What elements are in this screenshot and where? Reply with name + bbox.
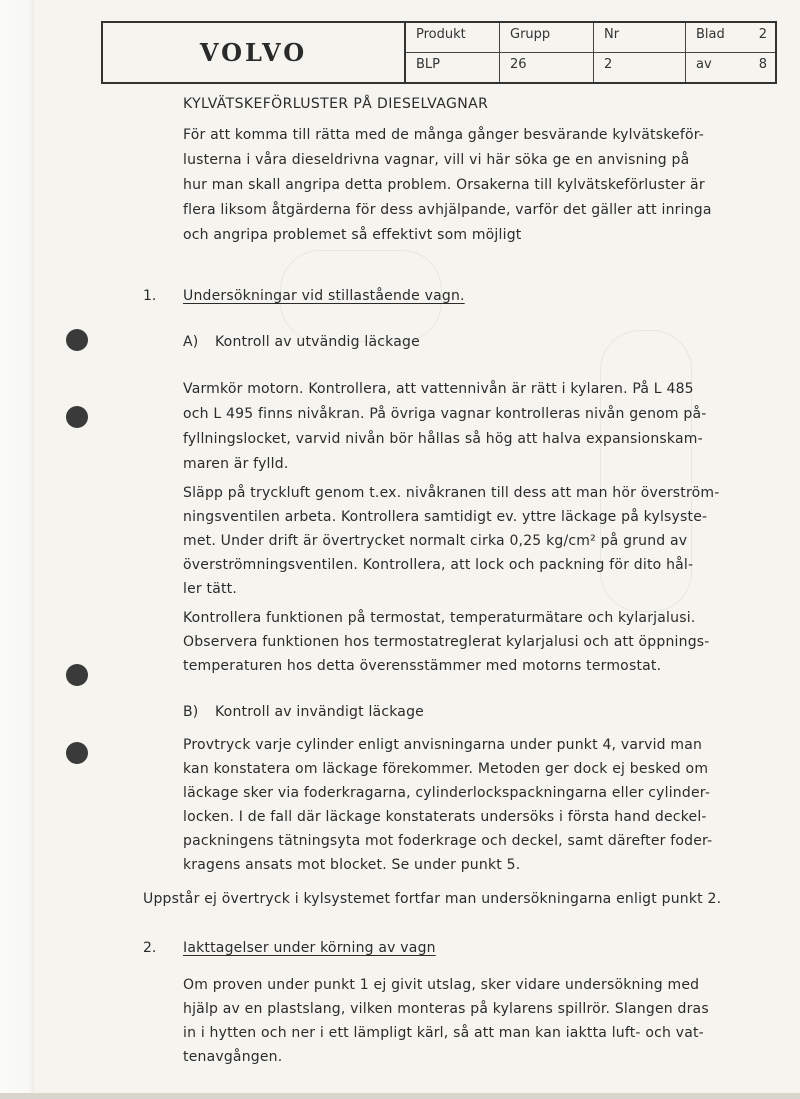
section-number: 2. — [143, 940, 157, 956]
subsection-heading: Kontroll av utvändig läckage — [215, 334, 420, 350]
intro-line: och angripa problemet så effektivt som möjligt — [183, 227, 522, 243]
intro-line: lusterna i våra dieseldrivna vagnar, vill vi här söka ge en anvisning på — [183, 152, 690, 168]
paragraph-line: Kontrollera funktionen på termostat, temperaturmätare och kylarjalusi. — [183, 610, 696, 626]
punch-hole — [66, 406, 88, 428]
paragraph-line: Varmkör motorn. Kontrollera, att vattennivån är rätt i kylaren. På L 485 — [183, 381, 694, 397]
paragraph-line: maren är fylld. — [183, 456, 289, 472]
paragraph-line: Provtryck varje cylinder enligt anvisningarna under punkt 4, varvid man — [183, 737, 703, 753]
produkt-cell — [406, 23, 500, 82]
intro-line: För att komma till rätta med de många gånger besvärande kylvätskeför- — [183, 127, 705, 143]
subsection-label: A) — [183, 334, 199, 350]
section-heading: Undersökningar vid stillastående vagn. — [183, 288, 465, 304]
av-label: av — [696, 57, 712, 72]
paragraph-line: hjälp av en plastslang, vilken monteras på kylarens spillrör. Slangen dras — [183, 1001, 709, 1017]
section-number: 1. — [143, 288, 157, 304]
blad-value: 2 — [758, 27, 767, 42]
blad-label: Blad — [696, 27, 725, 42]
logo-cell — [103, 23, 406, 82]
paragraph-line: Om proven under punkt 1 ej givit utslag, sker vidare undersökning med — [183, 977, 700, 993]
produkt-label: Produkt — [416, 27, 466, 42]
paragraph-line: ningsventilen arbeta. Kontrollera samtidigt ev. yttre läckage på kylsyste- — [183, 509, 708, 525]
grupp-label: Grupp — [510, 27, 551, 42]
punch-hole — [66, 742, 88, 764]
nr-label: Nr — [604, 27, 620, 42]
grupp-cell — [500, 23, 594, 82]
paragraph-line: ler tätt. — [183, 581, 238, 597]
punch-hole — [66, 329, 88, 351]
paragraph-line: packningens tätningsyta mot foderkrage och deckel, samt därefter foder- — [183, 833, 713, 849]
paragraph-line: kragens ansats mot blocket. Se under punkt 5. — [183, 857, 521, 873]
document-title: KYLVÄTSKEFÖRLUSTER PÅ DIESELVAGNAR — [183, 96, 489, 112]
paragraph-line: tenavgången. — [183, 1049, 283, 1065]
section-heading: Iakttagelser under körning av vagn — [183, 940, 436, 956]
paragraph-line: läckage sker via foderkragarna, cylinderlockspackningarna eller cylinder- — [183, 785, 711, 801]
closing-line: Uppstår ej övertryck i kylsystemet fortfar man undersökningarna enligt punkt 2. — [143, 891, 722, 907]
volvo-logo: VOLVO — [199, 38, 308, 67]
paragraph-line: Observera funktionen hos termostatreglerat kylarjalusi och att öppnings- — [183, 634, 710, 650]
paragraph-line: Släpp på tryckluft genom t.ex. nivåkranen till dess att man hör överström- — [183, 485, 720, 501]
paragraph-line: kan konstatera om läckage förekommer. Metoden ger dock ej besked om — [183, 761, 709, 777]
grupp-value: 26 — [510, 57, 527, 72]
nr-cell — [594, 23, 686, 82]
document-header-table — [101, 21, 777, 84]
subsection-label: B) — [183, 704, 199, 720]
paragraph-line: locken. I de fall där läckage konstaterats undersöks i första hand deckel- — [183, 809, 707, 825]
paragraph-line: in i hytten och ner i ett lämpligt kärl, så att man kan iaktta luft- och vat- — [183, 1025, 704, 1041]
paragraph-line: fyllningslocket, varvid nivån bör hållas så hög att halva expansionskam- — [183, 431, 703, 447]
subsection-heading: Kontroll av invändigt läckage — [215, 704, 424, 720]
paragraph-line: och L 495 finns nivåkran. På övriga vagnar kontrolleras nivån genom på- — [183, 406, 707, 422]
av-value: 8 — [758, 57, 767, 72]
paragraph-line: överströmningsventilen. Kontrollera, att lock och packning för dito hål- — [183, 557, 694, 573]
blad-cell — [686, 23, 775, 82]
punch-hole — [66, 664, 88, 686]
intro-line: hur man skall angripa detta problem. Orsakerna till kylvätskeförluster är — [183, 177, 705, 193]
nr-value: 2 — [604, 57, 613, 72]
paragraph-line: temperaturen hos detta överensstämmer med motorns termostat. — [183, 658, 662, 674]
intro-line: flera liksom åtgärderna för dess avhjälpande, varför det gäller att inringa — [183, 202, 712, 218]
produkt-value: BLP — [416, 57, 441, 72]
paragraph-line: met. Under drift är övertrycket normalt cirka 0,25 kg/cm² på grund av — [183, 533, 688, 549]
